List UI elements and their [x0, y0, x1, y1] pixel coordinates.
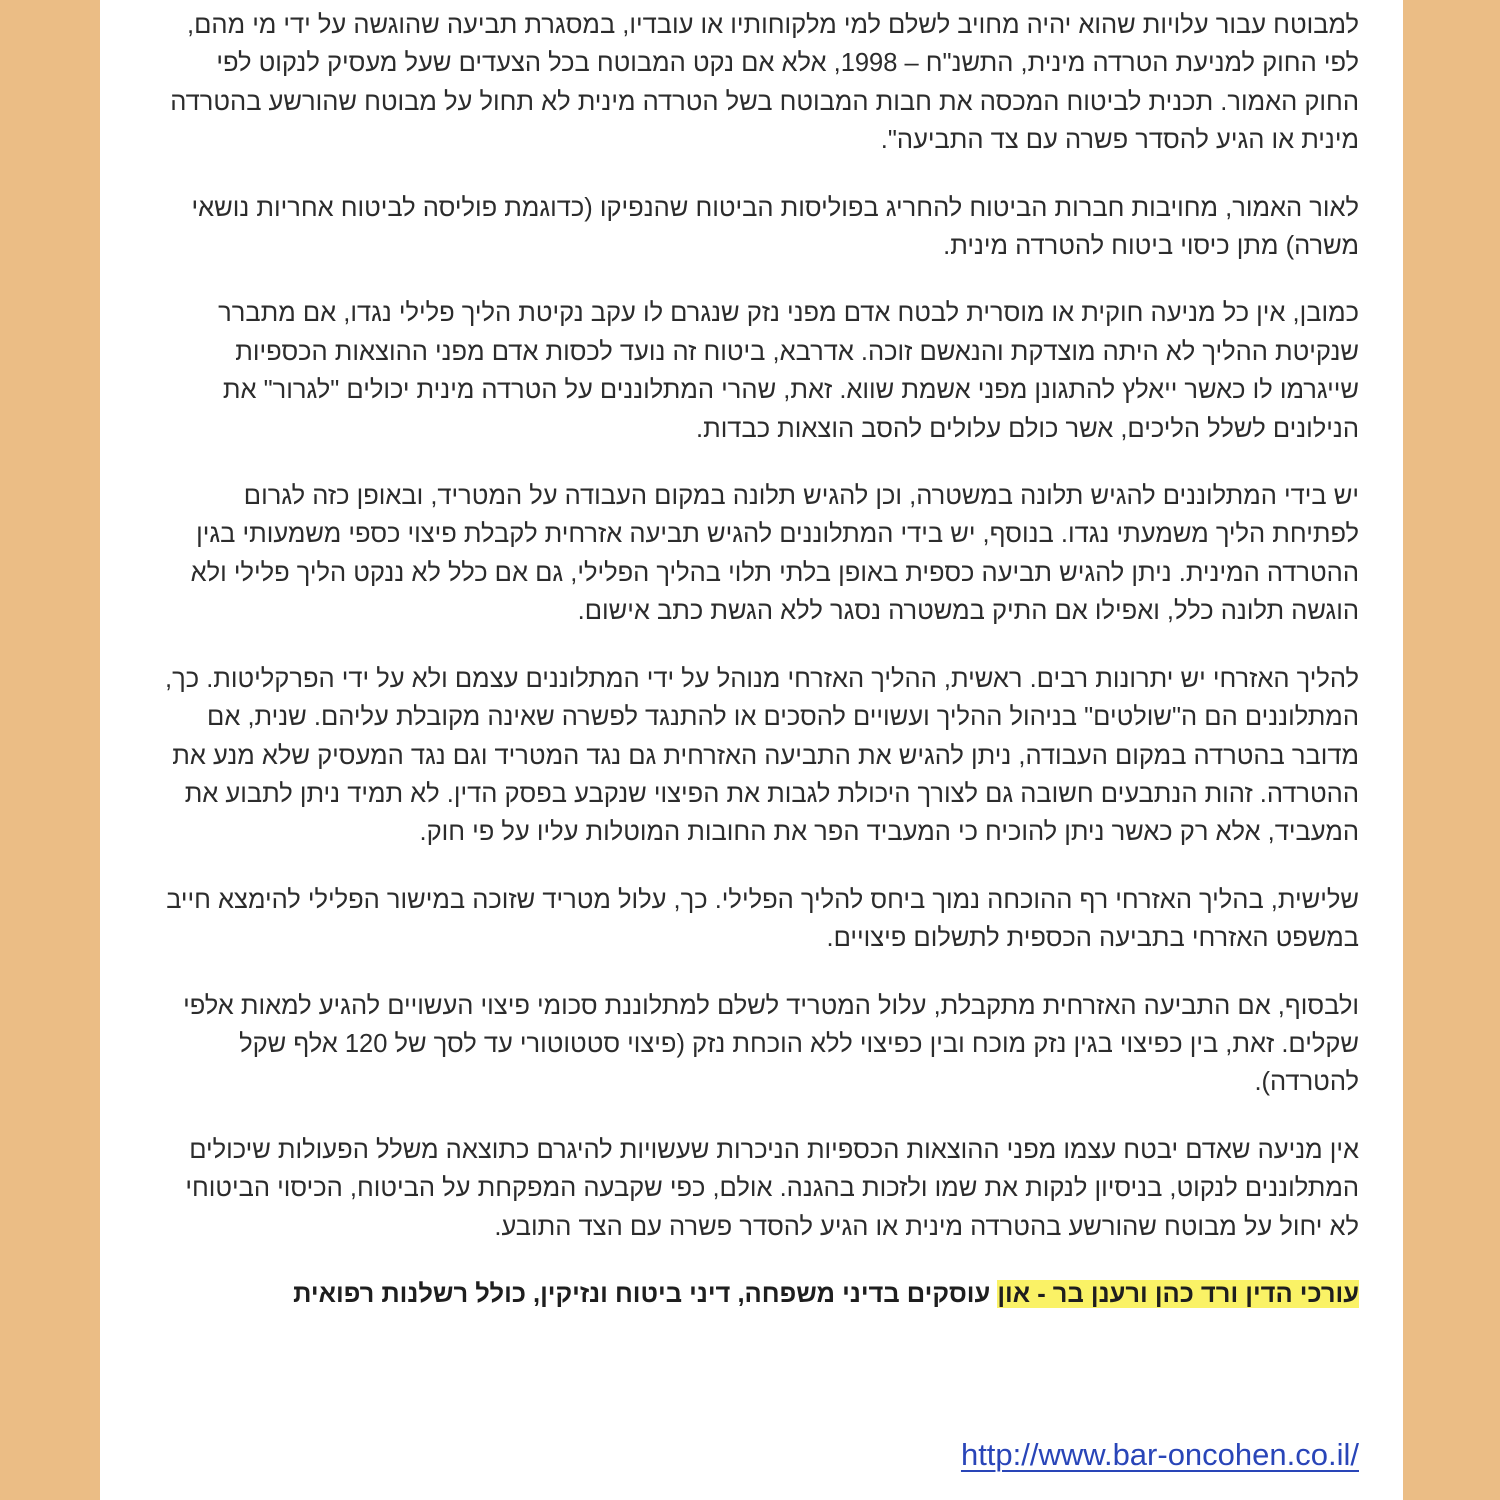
- website-link[interactable]: http://www.bar-oncohen.co.il/: [960, 1437, 1359, 1472]
- author-signature: [155, 1275, 1359, 1313]
- document-page: [100, 0, 1403, 1500]
- article-body: [155, 6, 1359, 1342]
- paragraph-7: ולבסוף, אם התביעה האזרחית מתקבלת, עלול המטריד לשלם למתלוננת סכומי פיצוי העשויים להגיע למאות אלפי שקלים. זאת, בין כפיצוי בגין נזק מוכח ובין כפיצוי ללא הוכחת נזק (פיצוי סטטוטורי עד לסך של 120 אלף שקל להטרדה).: [183, 991, 1359, 1097]
- url-container: [961, 1437, 1359, 1473]
- paragraph-6: שלישית, בהליך האזרחי רף ההוכחה נמוך ביחס להליך הפלילי. כך, עלול מטריד שזוכה במישור הפלילי להימצא חייב במשפט האזרחי בתביעה הכספית לתשלום פיצויים.: [166, 885, 1359, 953]
- paragraph-4: יש בידי המתלוננים להגיש תלונה במשטרה, וכן להגיש תלונה במקום העבודה על המטריד, ובאופן כזה לגרום לפתיחת הליך משמעתי נגדו. בנוסף, יש בידי המתלוננים להגיש תביעה אזרחית לקבלת פיצוי כספי משמעותי בגין ההטרדה המינית. ניתן להגיש תביעה כספית באופן בלתי תלוי בהליך הפלילי, גם אם כלל לא ננקט הליך פלילי ולא הוגשה תלונה כלל, ואפילו אם התיק במשטרה נסגר ללא הגשת כתב אישום.: [190, 482, 1359, 626]
- signature-highlight: עורכי הדין ורד כהן ורענן בר - און: [997, 1279, 1359, 1308]
- signature-text: עוסקים בדיני משפחה, דיני ביטוח ונזיקין, כולל רשלנות רפואית: [293, 1279, 998, 1308]
- paragraph-8: אין מניעה שאדם יבטח עצמו מפני ההוצאות הכספיות הניכרות שעשויות להיגרם כתוצאה משלל הפעולות שיכולים המתלוננים לנקוט, בניסיון לנקות את שמו ולזכות בהגנה. אולם, כפי שקבעה המפקחת על הביטוח, הכיסוי הביטוחי לא יחול על מבוטח שהורשע בהטרדה מינית או הגיע להסדר פשרה עם הצד התובע.: [185, 1135, 1359, 1241]
- paragraph-2: לאור האמור, מחויבות חברות הביטוח להחריג בפוליסות הביטוח שהנפיקו (כדוגמת פוליסה לביטוח אחריות נושאי משרה) מתן כיסוי ביטוח להטרדה מינית.: [191, 193, 1359, 261]
- paragraph-1: למבוטח עבור עלויות שהוא יהיה מחויב לשלם למי מלקוחותיו או עובדיו, במסגרת תביעה שהוגשה על ידי מי מהם, לפי החוק למניעת הטרדה מינית, התשנ"ח – 1998, אלא אם נקט המבוטח בכל הצעדים שעל מעסיק לנקוט לפי החוק האמור. תכנית לביטוח המכסה את חבות המבוטח בשל הטרדה מינית לא תחול על מבוטח שהורשע בהטרדה מינית או הגיע להסדר פשרה עם צד התביעה".: [170, 11, 1359, 155]
- paragraph-3: כמובן, אין כל מניעה חוקית או מוסרית לבטח אדם מפני נזק שנגרם לו עקב נקיטת הליך פלילי נגדו, אם מתברר שנקיטת ההליך לא היתה מוצדקת והנאשם זוכה. אדרבא, ביטוח זה נועד לכסות אדם מפני ההוצאות הכספיות שייגרמו לו כאשר ייאלץ להתגונן מפני אשמת שווא. זאת, שהרי המתלוננים על הטרדה מינית יכולים "לגרור" את הנילונים לשלל הליכים, אשר כולם עלולים להסב הוצאות כבדות.: [218, 299, 1359, 443]
- paragraph-5: להליך האזרחי יש יתרונות רבים. ראשית, ההליך האזרחי מנוהל על ידי המתלוננים עצמם ולא על ידי הפרקליטות. כך, המתלוננים הם ה"שולטים" בניהול ההליך ועשויים להסכים או להתנגד לפשרה שאינה מקובלת עליהם. שנית, אם מדובר בהטרדה במקום העבודה, ניתן להגיש את התביעה האזרחית גם נגד המטריד וגם נגד המעסיק שלא מנע את ההטרדה. זהות הנתבעים חשובה גם לצורך היכולת לגבות את הפיצוי שנקבע בפסק הדין. לא תמיד ניתן לתבוע את המעביד, אלא רק כאשר ניתן להוכיח כי המעביד הפר את החובות המוטלות עליו על פי חוק.: [165, 664, 1359, 847]
